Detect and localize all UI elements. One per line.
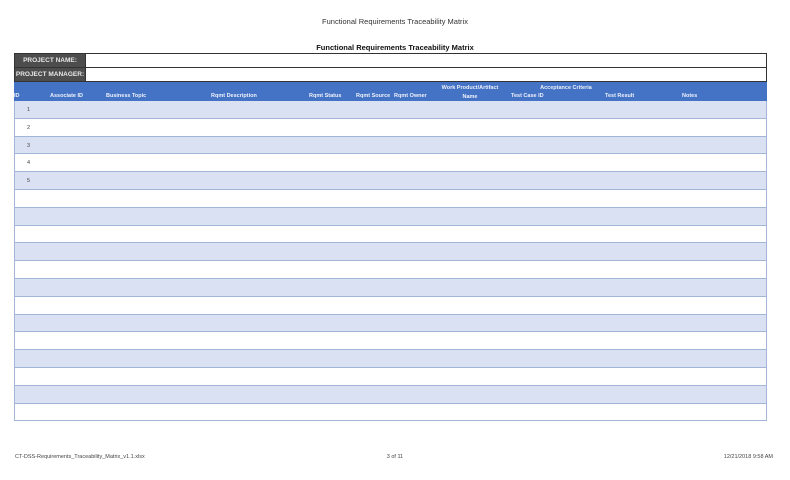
table-row[interactable] [14,350,767,368]
project-manager-label: PROJECT MANAGER: [15,68,86,81]
column-header: Rqmt Source [356,93,391,99]
table-row[interactable] [14,261,767,279]
column-header: Rqmt Owner [394,93,427,99]
row-id: 2 [27,124,31,131]
column-header: Work Product/Artifact Name [441,85,499,100]
column-header: Business Topic [106,93,147,99]
table-header [14,82,767,101]
column-header: Acceptance Criteria [540,85,592,91]
table-row[interactable] [14,404,767,422]
table-row[interactable] [14,332,767,350]
table-row[interactable] [14,190,767,208]
sheet-title: Functional Requirements Traceability Matrix [316,43,474,52]
table-row[interactable] [14,279,767,297]
column-header: Test Result [605,93,635,99]
project-name-row [14,53,767,68]
column-header: Associate ID [50,93,84,99]
table-row[interactable] [14,315,767,333]
column-header: Test Case ID [511,93,544,99]
table-row[interactable] [14,386,767,404]
table-row[interactable] [14,137,767,155]
footer-filename: CT-DSS-Requirements_Traceability_Matrix_v1.1.xlsx [15,454,145,460]
row-id: 4 [27,160,31,167]
table-row[interactable] [14,297,767,315]
column-header: Notes [682,93,698,99]
table-row[interactable] [14,226,767,244]
project-manager-row [14,67,767,82]
table-row[interactable] [14,154,767,172]
footer-datetime: 12/21/2018 9:58 AM [723,454,773,460]
table-row[interactable] [14,243,767,261]
table-row[interactable] [14,368,767,386]
row-id: 1 [27,107,31,113]
table-row[interactable] [14,119,767,137]
row-id: 5 [27,178,31,185]
project-manager-field[interactable] [86,68,766,81]
project-name-label: PROJECT NAME: [15,54,86,67]
table-body [14,101,767,421]
column-header: ID [14,93,20,99]
footer-page-number: 3 of 11 [386,454,404,460]
page-header: Functional Requirements Traceability Matrix [322,17,468,26]
table-row[interactable] [14,208,767,226]
project-name-field[interactable] [86,54,766,67]
table-row[interactable] [14,172,767,190]
column-header: Rqmt Description [211,93,257,99]
table-row[interactable] [14,101,767,119]
row-id: 3 [27,142,31,149]
traceability-table [14,82,767,421]
column-header: Rqmt Status [309,93,342,99]
